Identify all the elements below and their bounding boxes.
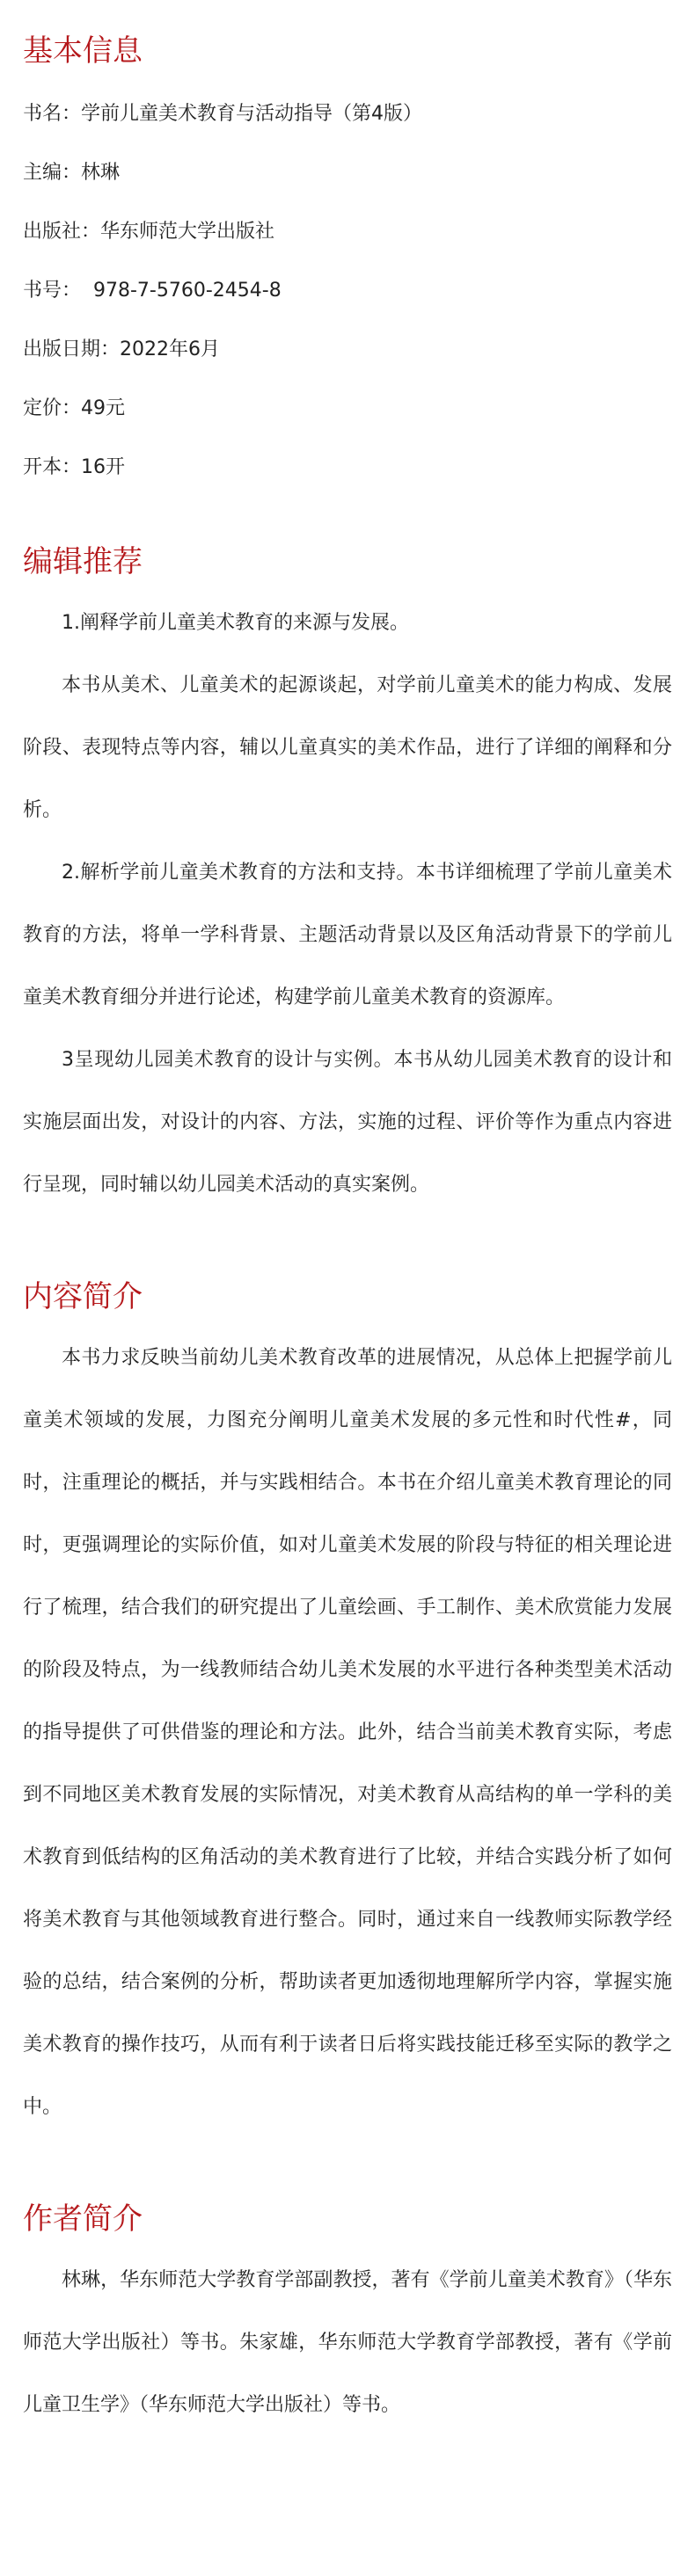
editor-recommendation-paragraph: 2.解析学前儿童美术教育的方法和支持。本书详细梳理了学前儿童美术教育的方法，将单一学科背景、主题活动背景以及区角活动背景下的学前儿童美术教育细分并进行论述，构建学前儿童美术教育的资源库。 [23, 862, 672, 1008]
isbn-line: 书号： 978-7-5760-2454-8 [23, 280, 282, 302]
author-intro-paragraph: 林琳，华东师范大学教育学部副教授，著有《学前儿童美术教育》（华东师范大学出版社）等书。朱家雄，华东师范大学教育学部教授，著有《学前儿童卫生学》（华东师范大学出版社）等书。 [23, 2269, 672, 2416]
basic-info-heading: 基本信息 [23, 33, 143, 69]
editor-recommendation-paragraph: 1.阐释学前儿童美术教育的来源与发展。 [62, 612, 409, 634]
content-summary-paragraph: 本书力求反映当前幼儿美术教育改革的进展情况，从总体上把握学前儿童美术领域的发展，力图充分阐明儿童美术发展的多元性和时代性#，同时，注重理论的概括，并与实践相结合。本书在介绍儿童美术教育理论的同时，更强调理论的实际价值，如对儿童美术发展的阶段与特征的相关理论进行了梳理，结合我们的研究提出了儿童绘画、手工制作、美术欣赏能力发展的阶段及特点，为一线教师结合幼儿美术发展的水平进行各种类型美术活动的指导提供了可供借鉴的理论和方法。此外，结合当前美术教育实际，考虑到不同地区美术教育发展的实际情况，对美术教育从高结构的单一学科的美术教育到低结构的区角活动的美术教育进行了比较，并结合实践分析了如何将美术教育与其他领域教育进行整合。同时，通过来自一线教师实际教学经验的总结，结合案例的分析，帮助读者更加透彻地理解所学内容，掌握实施美术教育的操作技巧，从而有利于读者日后将实践技能迁移至实际的教学之中。 [23, 1347, 672, 2118]
basic-info-section [23, 0, 672, 497]
publisher-line: 出版社：华东师范大学出版社 [23, 221, 275, 243]
author-intro-heading: 作者简介 [23, 2201, 143, 2237]
editor-recommendation-heading: 编辑推荐 [23, 544, 143, 579]
publish-date-line: 出版日期：2022年6月 [23, 338, 220, 360]
book-title-line: 书名：学前儿童美术教育与活动指导（第4版） [23, 103, 422, 125]
price-line: 定价：49元 [23, 397, 125, 419]
editor-recommendation-section [23, 544, 672, 1216]
content-summary-heading: 内容简介 [23, 1279, 143, 1314]
editor-recommendation-paragraph: 本书从美术、儿童美术的起源谈起，对学前儿童美术的能力构成、发展阶段、表现特点等内容，辅以儿童真实的美术作品，进行了详细的阐释和分析。 [23, 674, 672, 821]
editor-recommendation-paragraph: 3呈现幼儿园美术教育的设计与实例。本书从幼儿园美术教育的设计和实施层面出发，对设计的内容、方法，实施的过程、评价等作为重点内容进行呈现，同时辅以幼儿园美术活动的真实案例。 [23, 1049, 672, 1196]
editor-line: 主编：林琳 [23, 162, 121, 184]
author-intro-section [23, 2201, 672, 2436]
format-line: 开本：16开 [23, 456, 125, 478]
content-summary-section [23, 1279, 672, 2138]
